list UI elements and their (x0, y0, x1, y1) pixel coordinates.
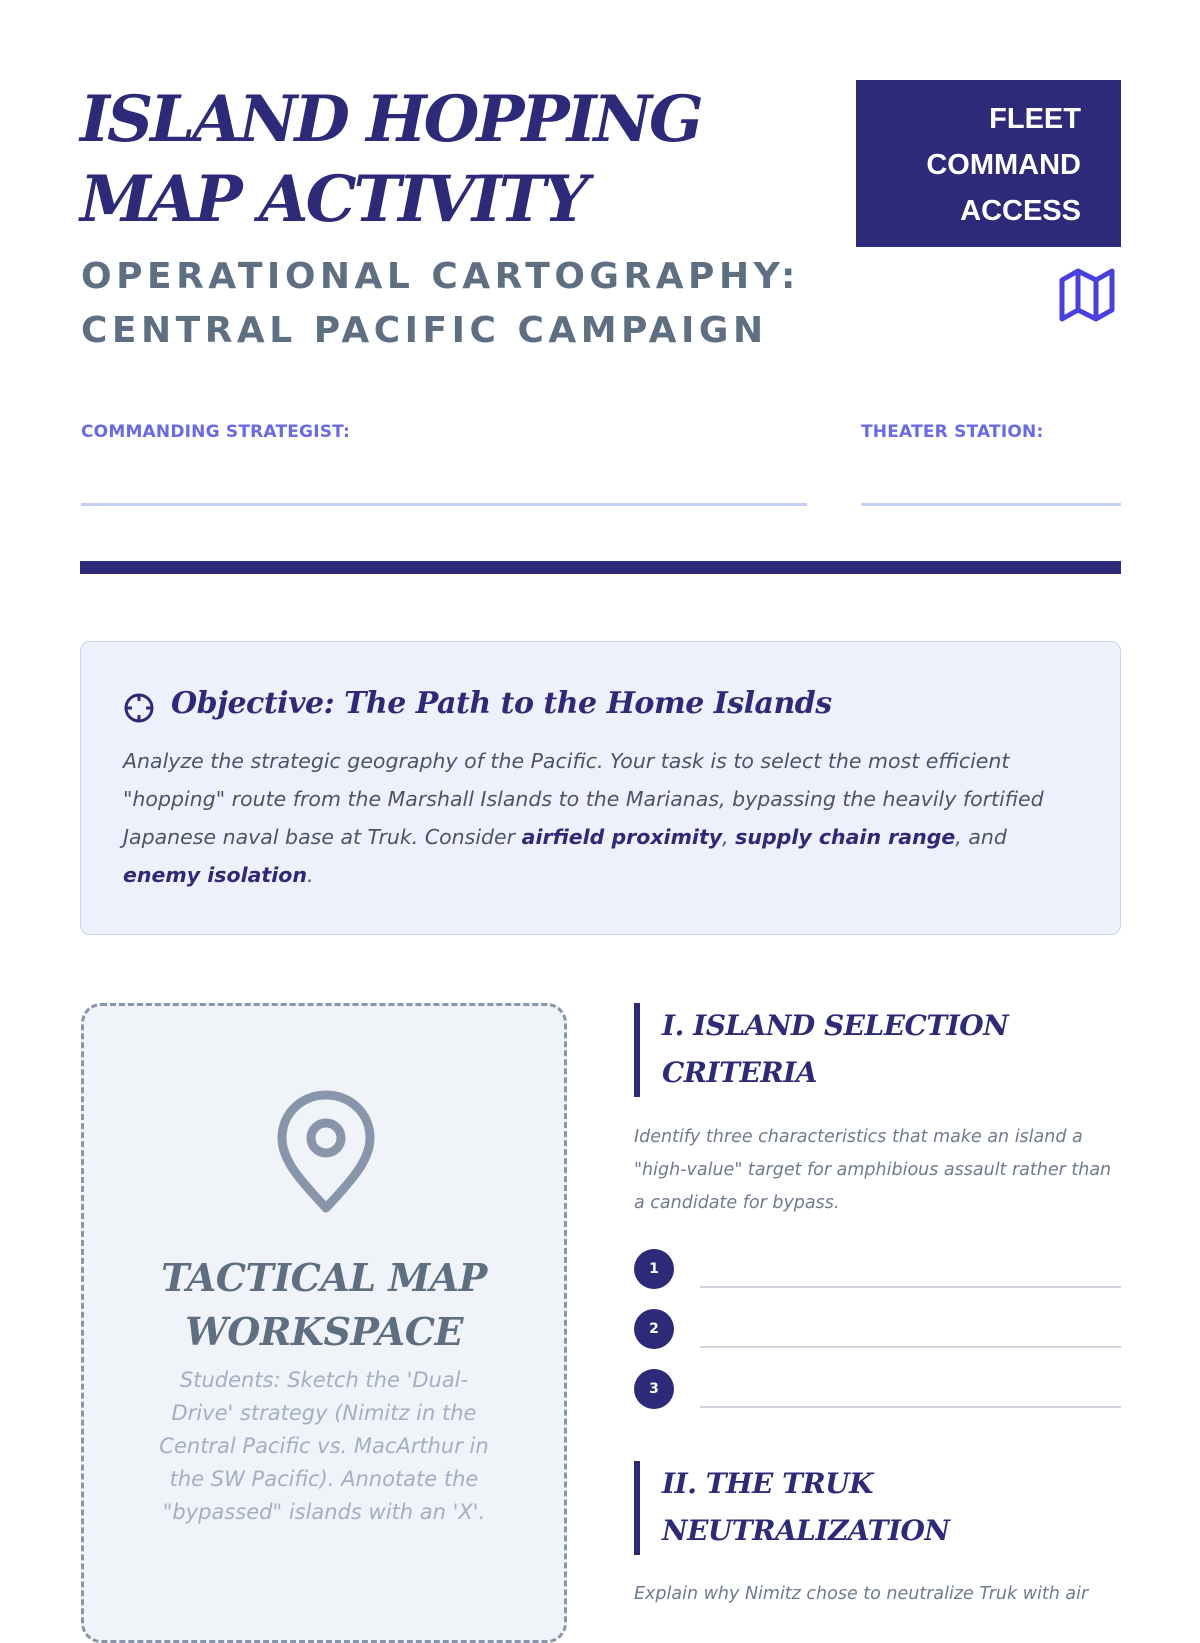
map-icon (1057, 266, 1117, 324)
objective-end: . (306, 863, 314, 887)
page-title-line-1: ISLAND HOPPING (80, 82, 701, 157)
workspace-title (84, 1251, 564, 1359)
tactical-map-workspace[interactable] (81, 1003, 567, 1643)
section-2-accent-bar (634, 1461, 640, 1555)
objective-text (123, 742, 1073, 894)
workspace-instructions: Students: Sketch the 'Dual-Drive' strategy (Nimitz in the Central Pacific vs. MacArthur in the SW Pacific). Annotate the "bypassed" islands with an 'X'. (159, 1368, 489, 1524)
item-number-badge: 3 (634, 1369, 674, 1409)
section-2-title (662, 1460, 950, 1554)
workspace-title-line-2: WORKSPACE (185, 1309, 463, 1354)
page-title-line-2: MAP ACTIVITY (80, 162, 586, 237)
section-1-title (662, 1002, 1008, 1096)
access-line-1: FLEET (989, 103, 1081, 135)
section-1-title-line-2: CRITERIA (662, 1056, 817, 1089)
objective-intro: Analyze the strategic geography of the Pacific. Your task is to select the most efficient "hopping" route from the Marshall Islands to the Marianas, bypassing the heavily fortified Japanese naval base at Truk. Consider (123, 749, 1044, 849)
section-2-title-line-2: NEUTRALIZATION (662, 1514, 950, 1547)
objective-separator-2: , and (955, 825, 1007, 849)
page-title (80, 80, 701, 240)
answer-line-2[interactable] (700, 1346, 1121, 1348)
map-pin-icon (274, 1090, 378, 1216)
page-subtitle (81, 250, 800, 358)
term-airfield-proximity: airfield proximity (521, 825, 723, 849)
objective-title: Objective: The Path to the Home Islands (171, 686, 832, 721)
workspace-title-line-1: TACTICAL MAP (161, 1255, 487, 1300)
section-1-title-line-1: I. ISLAND SELECTION (662, 1009, 1009, 1042)
fleet-command-access-badge (856, 80, 1121, 247)
objective-separator-1: , (722, 825, 736, 849)
strategist-label: COMMANDING STRATEGIST: (81, 422, 351, 442)
answer-line-3[interactable] (700, 1406, 1121, 1408)
objective-panel (80, 641, 1121, 935)
section-2-description: Explain why Nimitz chose to neutralize Truk with air (634, 1584, 1089, 1604)
strategist-field[interactable] (81, 503, 807, 506)
section-divider (80, 561, 1121, 574)
crosshair-icon (123, 692, 155, 724)
section-2-title-line-1: II. THE TRUK (662, 1467, 873, 1500)
term-supply-chain-range: supply chain range (735, 825, 956, 849)
section-1-description: Identify three characteristics that make an island a "high-value" target for amphibious assault rather than a candidate for bypass. (634, 1127, 1112, 1213)
page-subtitle-line-1: OPERATIONAL CARTOGRAPHY: (81, 256, 800, 297)
section-1-accent-bar (634, 1003, 640, 1097)
term-enemy-isolation: enemy isolation (123, 863, 307, 887)
station-label: THEATER STATION: (861, 422, 1044, 442)
page-subtitle-line-2: CENTRAL PACIFIC CAMPAIGN (81, 310, 768, 351)
answer-line-1[interactable] (700, 1286, 1121, 1288)
item-number-badge: 1 (634, 1249, 674, 1289)
access-line-3: ACCESS (960, 195, 1081, 227)
item-number-badge: 2 (634, 1309, 674, 1349)
access-line-2: COMMAND (926, 149, 1081, 181)
station-field[interactable] (861, 503, 1121, 506)
